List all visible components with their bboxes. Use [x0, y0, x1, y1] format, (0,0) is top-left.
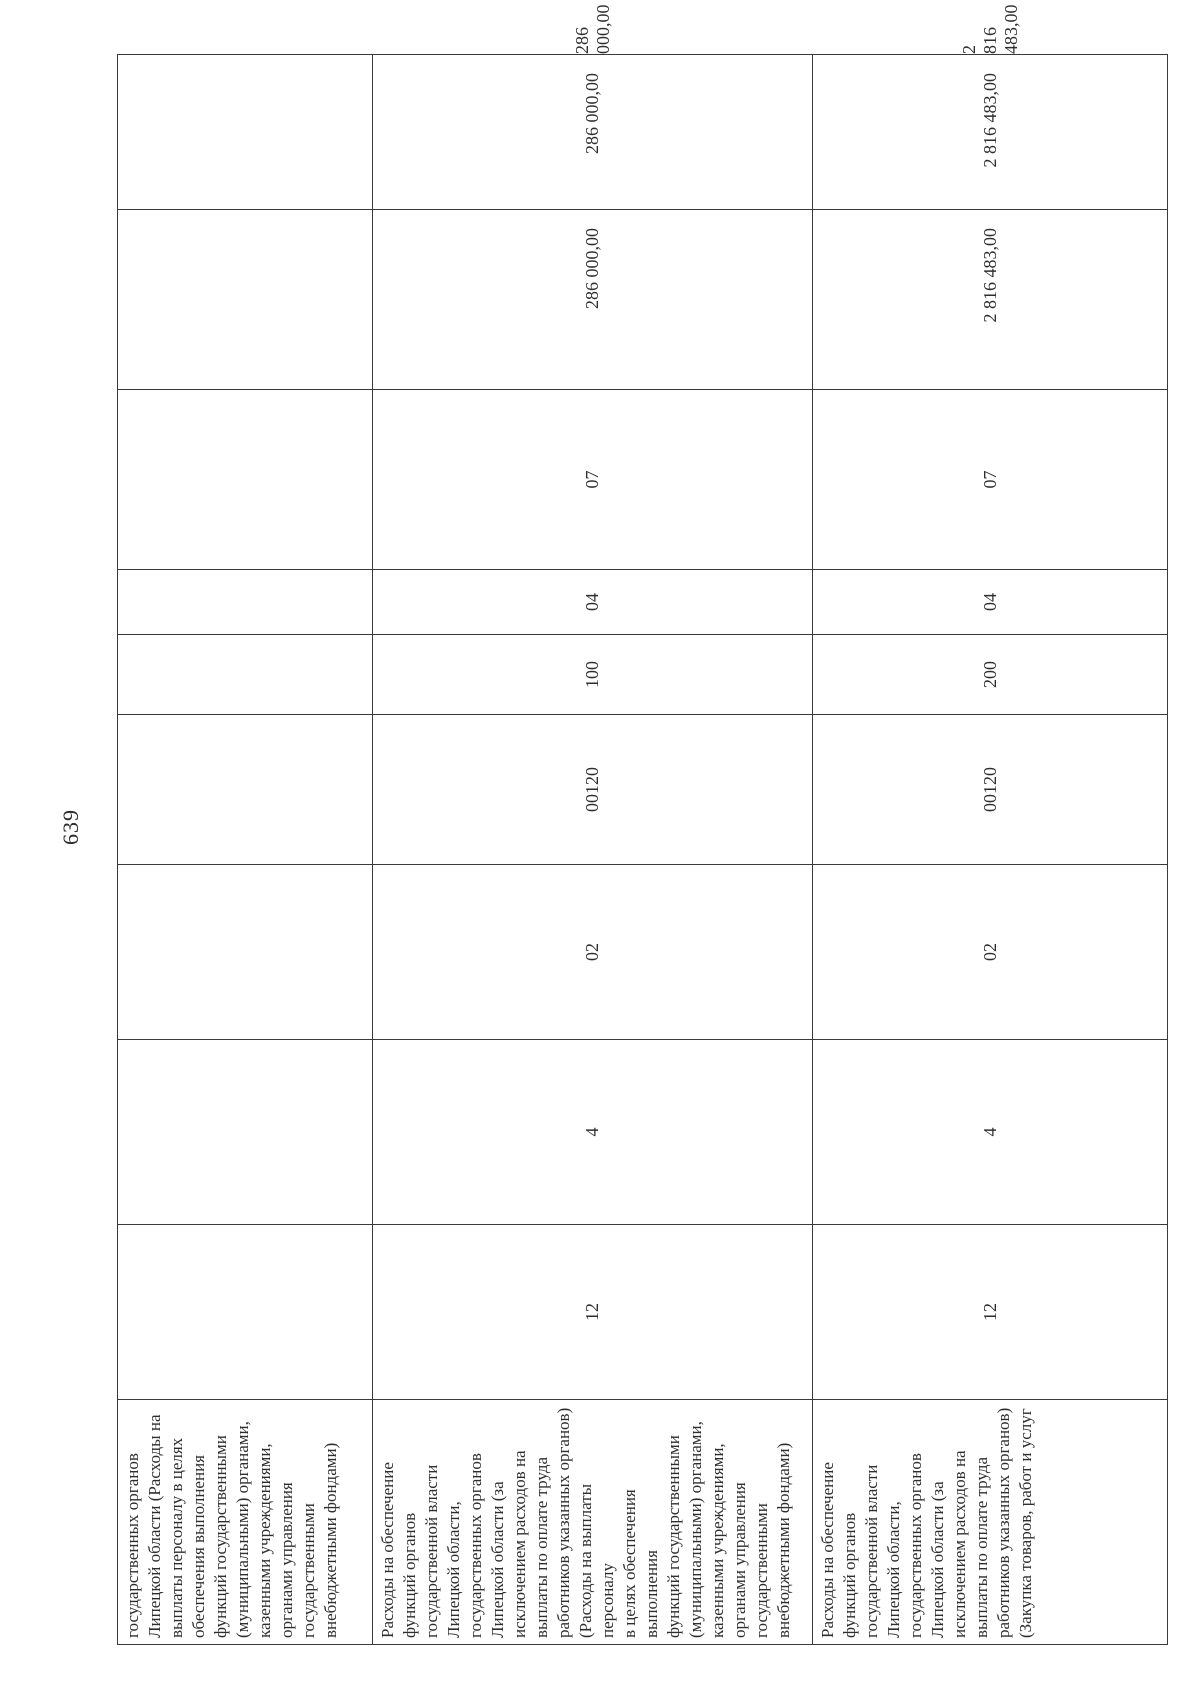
table-row — [118, 55, 373, 1645]
row-description: Расходы на обеспечение функций органов государственной власти Липецкой области, государственных органов Липецкой области (за исключением расходов на выплаты по оплате труда работников указанных органов) (Закупка товаров, работ и услуг — [813, 1400, 1168, 1645]
code-cell: 100 — [373, 635, 813, 715]
code-cell — [118, 390, 373, 570]
code-cell: 02 — [813, 865, 1168, 1040]
code-cell — [118, 715, 373, 865]
code-cell: 07 — [813, 390, 1168, 570]
amount-cell: 2 816 483,00 — [813, 55, 1168, 210]
amount-cell: 286 000,00 — [373, 55, 813, 210]
amount-cell — [118, 55, 373, 210]
code-cell: 07 — [373, 390, 813, 570]
code-cell: 00120 — [813, 715, 1168, 865]
code-cell — [118, 635, 373, 715]
row-description: Расходы на обеспечение функций органов государственной власти Липецкой области, государственных органов Липецкой области (за исключением расходов на выплаты по оплате труда работников указанных органов) (Расходы на выплаты персоналу в целях обеспечения выполнения функций государственными (муниципальными) органами, казенными учреждениями, органами управления государственными внебюджетными фондами) — [373, 1400, 813, 1645]
code-cell: 12 — [813, 1225, 1168, 1400]
row-description: государственных органов Липецкой области (Расходы на выплаты персоналу в целях обеспечения выполнения функций государственными (муниципальными) органами, казенными учреждениями, органами управления государственными внебюджетными фондами) — [118, 1400, 373, 1645]
table-row: Расходы на обеспечение функций органов государственной власти Липецкой области, государственных органов Липецкой области (за исключением расходов на выплаты по оплате труда работников указанных органов) (Расходы на выплаты персоналу в целях обеспечения выполнения функций государственными (муниципальными) органами, казенными учреждениями, органами управления государственными внебюджетными фондами) 12 4 02 00120 100 04 07 286 000,00 286 000,00 286 000,00 — [373, 55, 813, 1645]
table-row: Расходы на обеспечение функций органов государственной власти Липецкой области, государственных органов Липецкой области (за исключением расходов на выплаты по оплате труда работников указанных органов) (Закупка товаров, работ и услуг 12 4 02 00120 200 04 07 2 816 483,00 2 816 483,00 2 816 483,00 — [813, 55, 1168, 1645]
amount-cell — [118, 210, 373, 390]
code-cell: 00120 — [373, 715, 813, 865]
code-cell: 02 — [373, 865, 813, 1040]
amount-cell: 286 000,00 — [373, 210, 813, 390]
code-cell — [118, 1225, 373, 1400]
code-cell: 4 — [373, 1040, 813, 1225]
code-cell: 04 — [813, 570, 1168, 635]
code-cell: 04 — [373, 570, 813, 635]
code-cell: 4 — [813, 1040, 1168, 1225]
amount-cell: 2 816 483,00 — [813, 210, 1168, 390]
code-cell: 12 — [373, 1225, 813, 1400]
code-cell — [118, 865, 373, 1040]
page-number: 639 — [58, 809, 83, 845]
code-cell — [118, 570, 373, 635]
budget-table — [117, 4, 1167, 1645]
code-cell: 200 — [813, 635, 1168, 715]
code-cell — [118, 1040, 373, 1225]
